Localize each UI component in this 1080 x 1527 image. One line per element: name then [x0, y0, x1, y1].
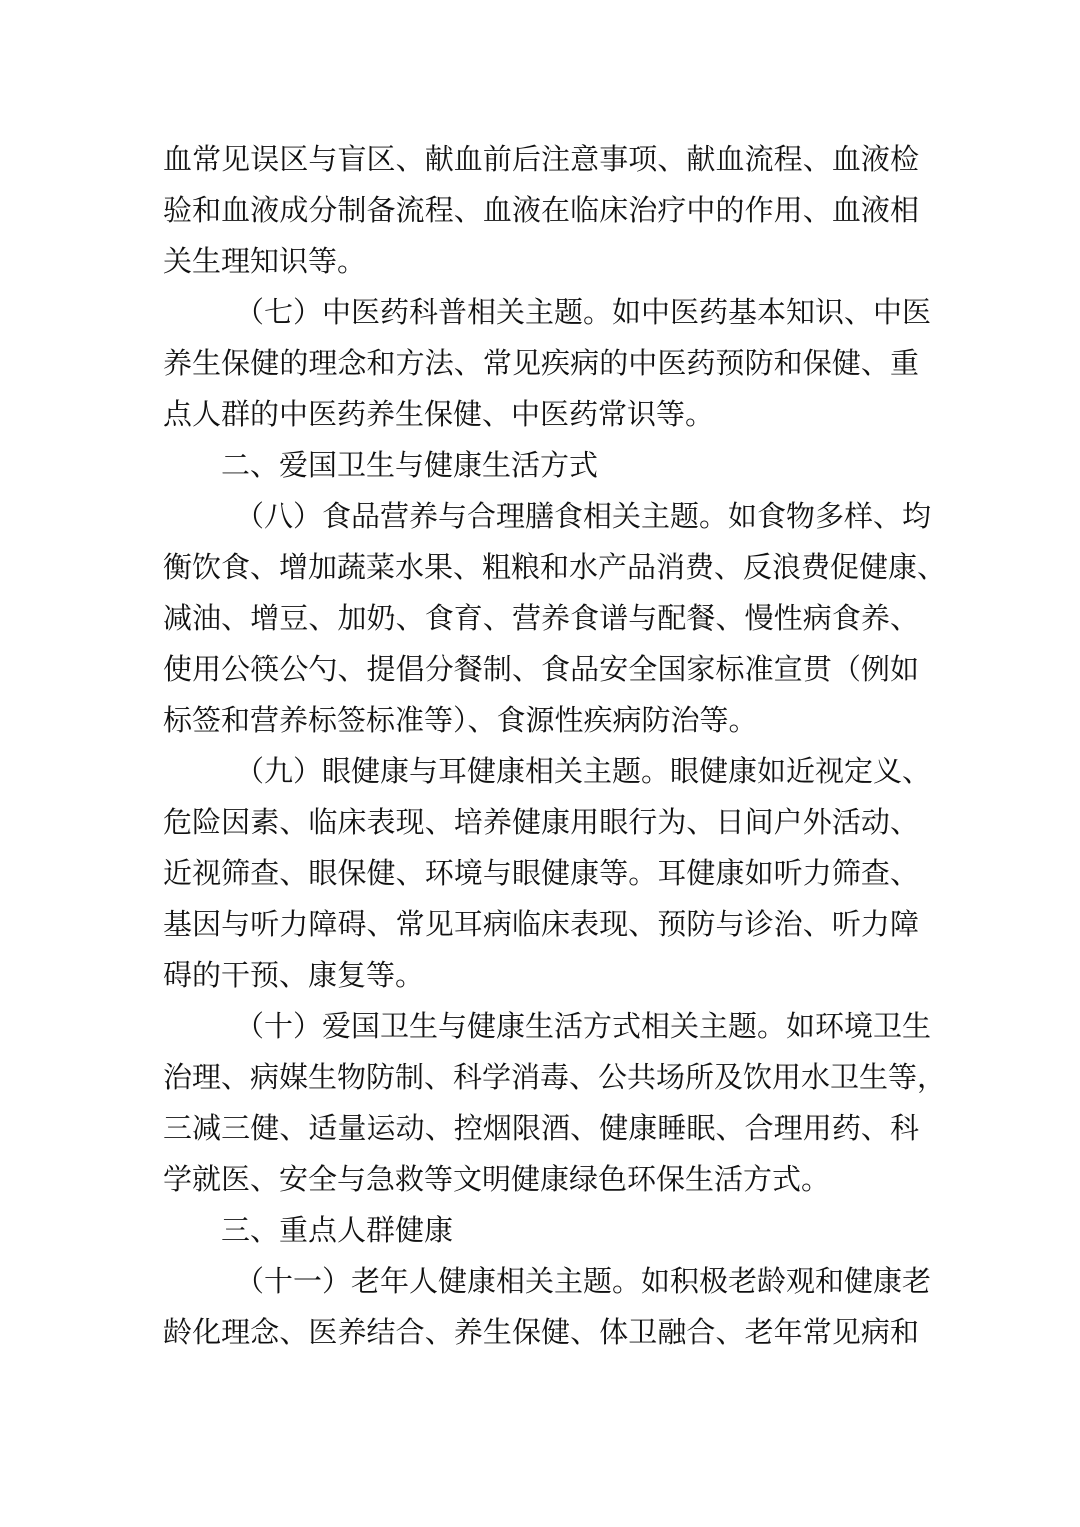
text-line: 近视筛查、眼保健、环境与眼健康等。耳健康如听力筛查、 [163, 856, 919, 890]
paragraph-first-line: （十一）老年人健康相关主题。如积极老龄观和健康老 [235, 1264, 932, 1298]
paragraph-first-line: （九）眼健康与耳健康相关主题。眼健康如近视定义、 [235, 754, 932, 788]
text-line: 标签和营养标签标准等）、食源性疾病防治等。 [163, 703, 758, 737]
text-line: 关生理知识等。 [163, 244, 367, 278]
text-line: 龄化理念、医养结合、养生保健、体卫融合、老年常见病和 [163, 1315, 919, 1349]
text-line: 衡饮食、增加蔬菜水果、粗粮和水产品消费、反浪费促健康、 [163, 550, 947, 584]
section-heading: 三、重点人群健康 [221, 1213, 454, 1247]
document-body [163, 134, 947, 1358]
text-line: 基因与听力障碍、常见耳病临床表现、预防与诊治、听力障 [163, 907, 919, 941]
text-line: 使用公筷公勺、提倡分餐制、食品安全国家标准宣贯（例如 [163, 652, 919, 686]
paragraph-first-line: （七）中医药科普相关主题。如中医药基本知识、中医 [235, 295, 932, 329]
text-line: 治理、病媒生物防制、科学消毒、公共场所及饮用水卫生等， [163, 1060, 947, 1094]
text-line: 减油、增豆、加奶、食育、营养食谱与配餐、慢性病食养、 [163, 601, 919, 635]
text-line: 血常见误区与盲区、献血前后注意事项、献血流程、血液检 [163, 142, 919, 176]
paragraph-first-line: （八）食品营养与合理膳食相关主题。如食物多样、均 [235, 499, 932, 533]
text-line: 碍的干预、康复等。 [163, 958, 425, 992]
text-line: 危险因素、临床表现、培养健康用眼行为、日间户外活动、 [163, 805, 919, 839]
text-line: 点人群的中医药养生保健、中医药常识等。 [163, 397, 715, 431]
text-line: 学就医、安全与急救等文明健康绿色环保生活方式。 [163, 1162, 831, 1196]
section-heading: 二、爱国卫生与健康生活方式 [221, 448, 599, 482]
text-line: 养生保健的理念和方法、常见疾病的中医药预防和保健、重 [163, 346, 919, 380]
text-line: 验和血液成分制备流程、血液在临床治疗中的作用、血液相 [163, 193, 919, 227]
text-line: 三减三健、适量运动、控烟限酒、健康睡眠、合理用药、科 [163, 1111, 919, 1145]
paragraph-first-line: （十）爱国卫生与健康生活方式相关主题。如环境卫生 [235, 1009, 932, 1043]
